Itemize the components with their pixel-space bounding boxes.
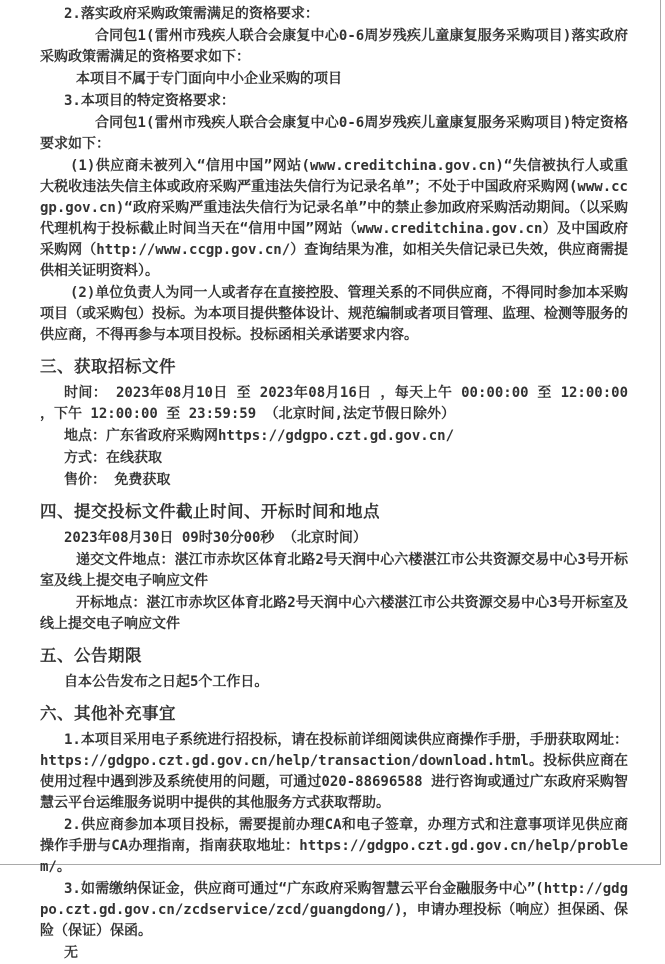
section-heading-deadline-opening: 四、提交投标文件截止时间、开标时间和地点 (40, 502, 380, 521)
paragraph-obtain-method: 方式：在线获取 (64, 450, 162, 466)
paragraph-specific-requirements-intro: 合同包1(雷州市残疾人联合会康复中心0-6周岁残疾儿童康复服务采购项目)特定资格要求如下： (40, 115, 628, 152)
paragraph-submission-location: 递交文件地点：湛江市赤坎区体育北路2号天润中心六楼湛江市公共资源交易中心3号开标室及线上提交电子响应文件 (40, 552, 628, 589)
section-heading-obtain-documents: 三、获取招标文件 (40, 357, 176, 376)
paragraph-deadline-datetime: 2023年08月30日 09时30分00秒 （北京时间） (64, 530, 367, 546)
section-heading-other-matters: 六、其他补充事宜 (40, 704, 176, 723)
paragraph-opening-location: 开标地点：湛江市赤坎区体育北路2号天润中心六楼湛江市公共资源交易中心3号开标室及线上提交电子响应文件 (40, 595, 628, 632)
paragraph-obtain-place: 地点：广东省政府采购网https://gdgpo.czt.gd.gov.cn/ (64, 428, 455, 444)
paragraph-announcement-period: 自本公告发布之日起5个工作日。 (64, 674, 269, 690)
paragraph-not-sme-project: 本项目不属于专门面向中小企业采购的项目 (76, 71, 342, 87)
paragraph-policy-requirements-label: 2.落实政府采购政策需满足的资格要求： (64, 6, 319, 22)
paragraph-other-matters-1: 1.本项目采用电子系统进行招投标，请在投标前详细阅读供应商操作手册，手册获取网址：https://gdgpo.czt.gd.gov.cn/help/transaction/download.html。投标供应商在使用过程中遇到涉及系统使用的问题，可通过020-88696588 进行咨询或通过广东政府采购智慧云平台运维服务说明中提供的其他服务方式获取帮助。 (40, 732, 628, 811)
paragraph-specific-requirements-label: 3.本项目的特定资格要求： (64, 93, 235, 109)
paragraph-credit-china-requirement: (1)供应商未被列入“信用中国”网站(www.creditchina.gov.cn)“失信被执行人或重大税收违法失信主体或政府采购严重违法失信行为记录名单”；不处于中国政府采购网(www.ccgp.gov.cn)“政府采购严重违法失信行为记录名单”中的禁止参加政府采购活动期间。（以采购代理机构于投标截止时间当天在“信用中国”网站（www.creditchina.gov.cn）及中国政府采购网（http://www.ccgp.gov.cn/）查询结果为准，如相关失信记录已失效，供应商需提供相关证明资料）。 (40, 158, 628, 279)
paragraph-other-matters-3: 3.如需缴纳保证金，供应商可通过“广东政府采购智慧云平台金融服务中心”(http://gdgpo.czt.gd.gov.cn/zcdservice/zcd/guangdong/)，申请办理投标（响应）担保函、保险（保证）保函。 (40, 881, 628, 939)
paragraph-obtain-time: 时间： 2023年08月10日 至 2023年08月16日 ，每天上午 00:00:00 至 12:00:00 ，下午 12:00:00 至 23:59:59 （北京时间,法定节假日除外） (40, 385, 628, 422)
section-heading-announcement-period: 五、公告期限 (40, 646, 142, 665)
paragraph-same-person-restriction: (2)单位负责人为同一人或者存在直接控股、管理关系的不同供应商，不得同时参加本采购项目（或采购包）投标。为本项目提供整体设计、规范编制或者项目管理、监理、检测等服务的供应商，不得再参与本项目投标。投标函相关承诺要求内容。 (40, 285, 628, 343)
paragraph-other-matters-2: 2.供应商参加本项目投标，需要提前办理CA和电子签章，办理方式和注意事项详见供应商操作手册与CA办理指南，指南获取地址：https://gdgpo.czt.gd.gov.cn/help/problem/。 (40, 817, 628, 875)
paragraph-policy-requirements-intro: 合同包1(雷州市残疾人联合会康复中心0-6周岁残疾儿童康复服务采购项目)落实政府采购政策需满足的资格要求如下： (40, 28, 628, 65)
paragraph-none: 无 (64, 945, 78, 961)
paragraph-obtain-price: 售价： 免费获取 (64, 472, 171, 488)
